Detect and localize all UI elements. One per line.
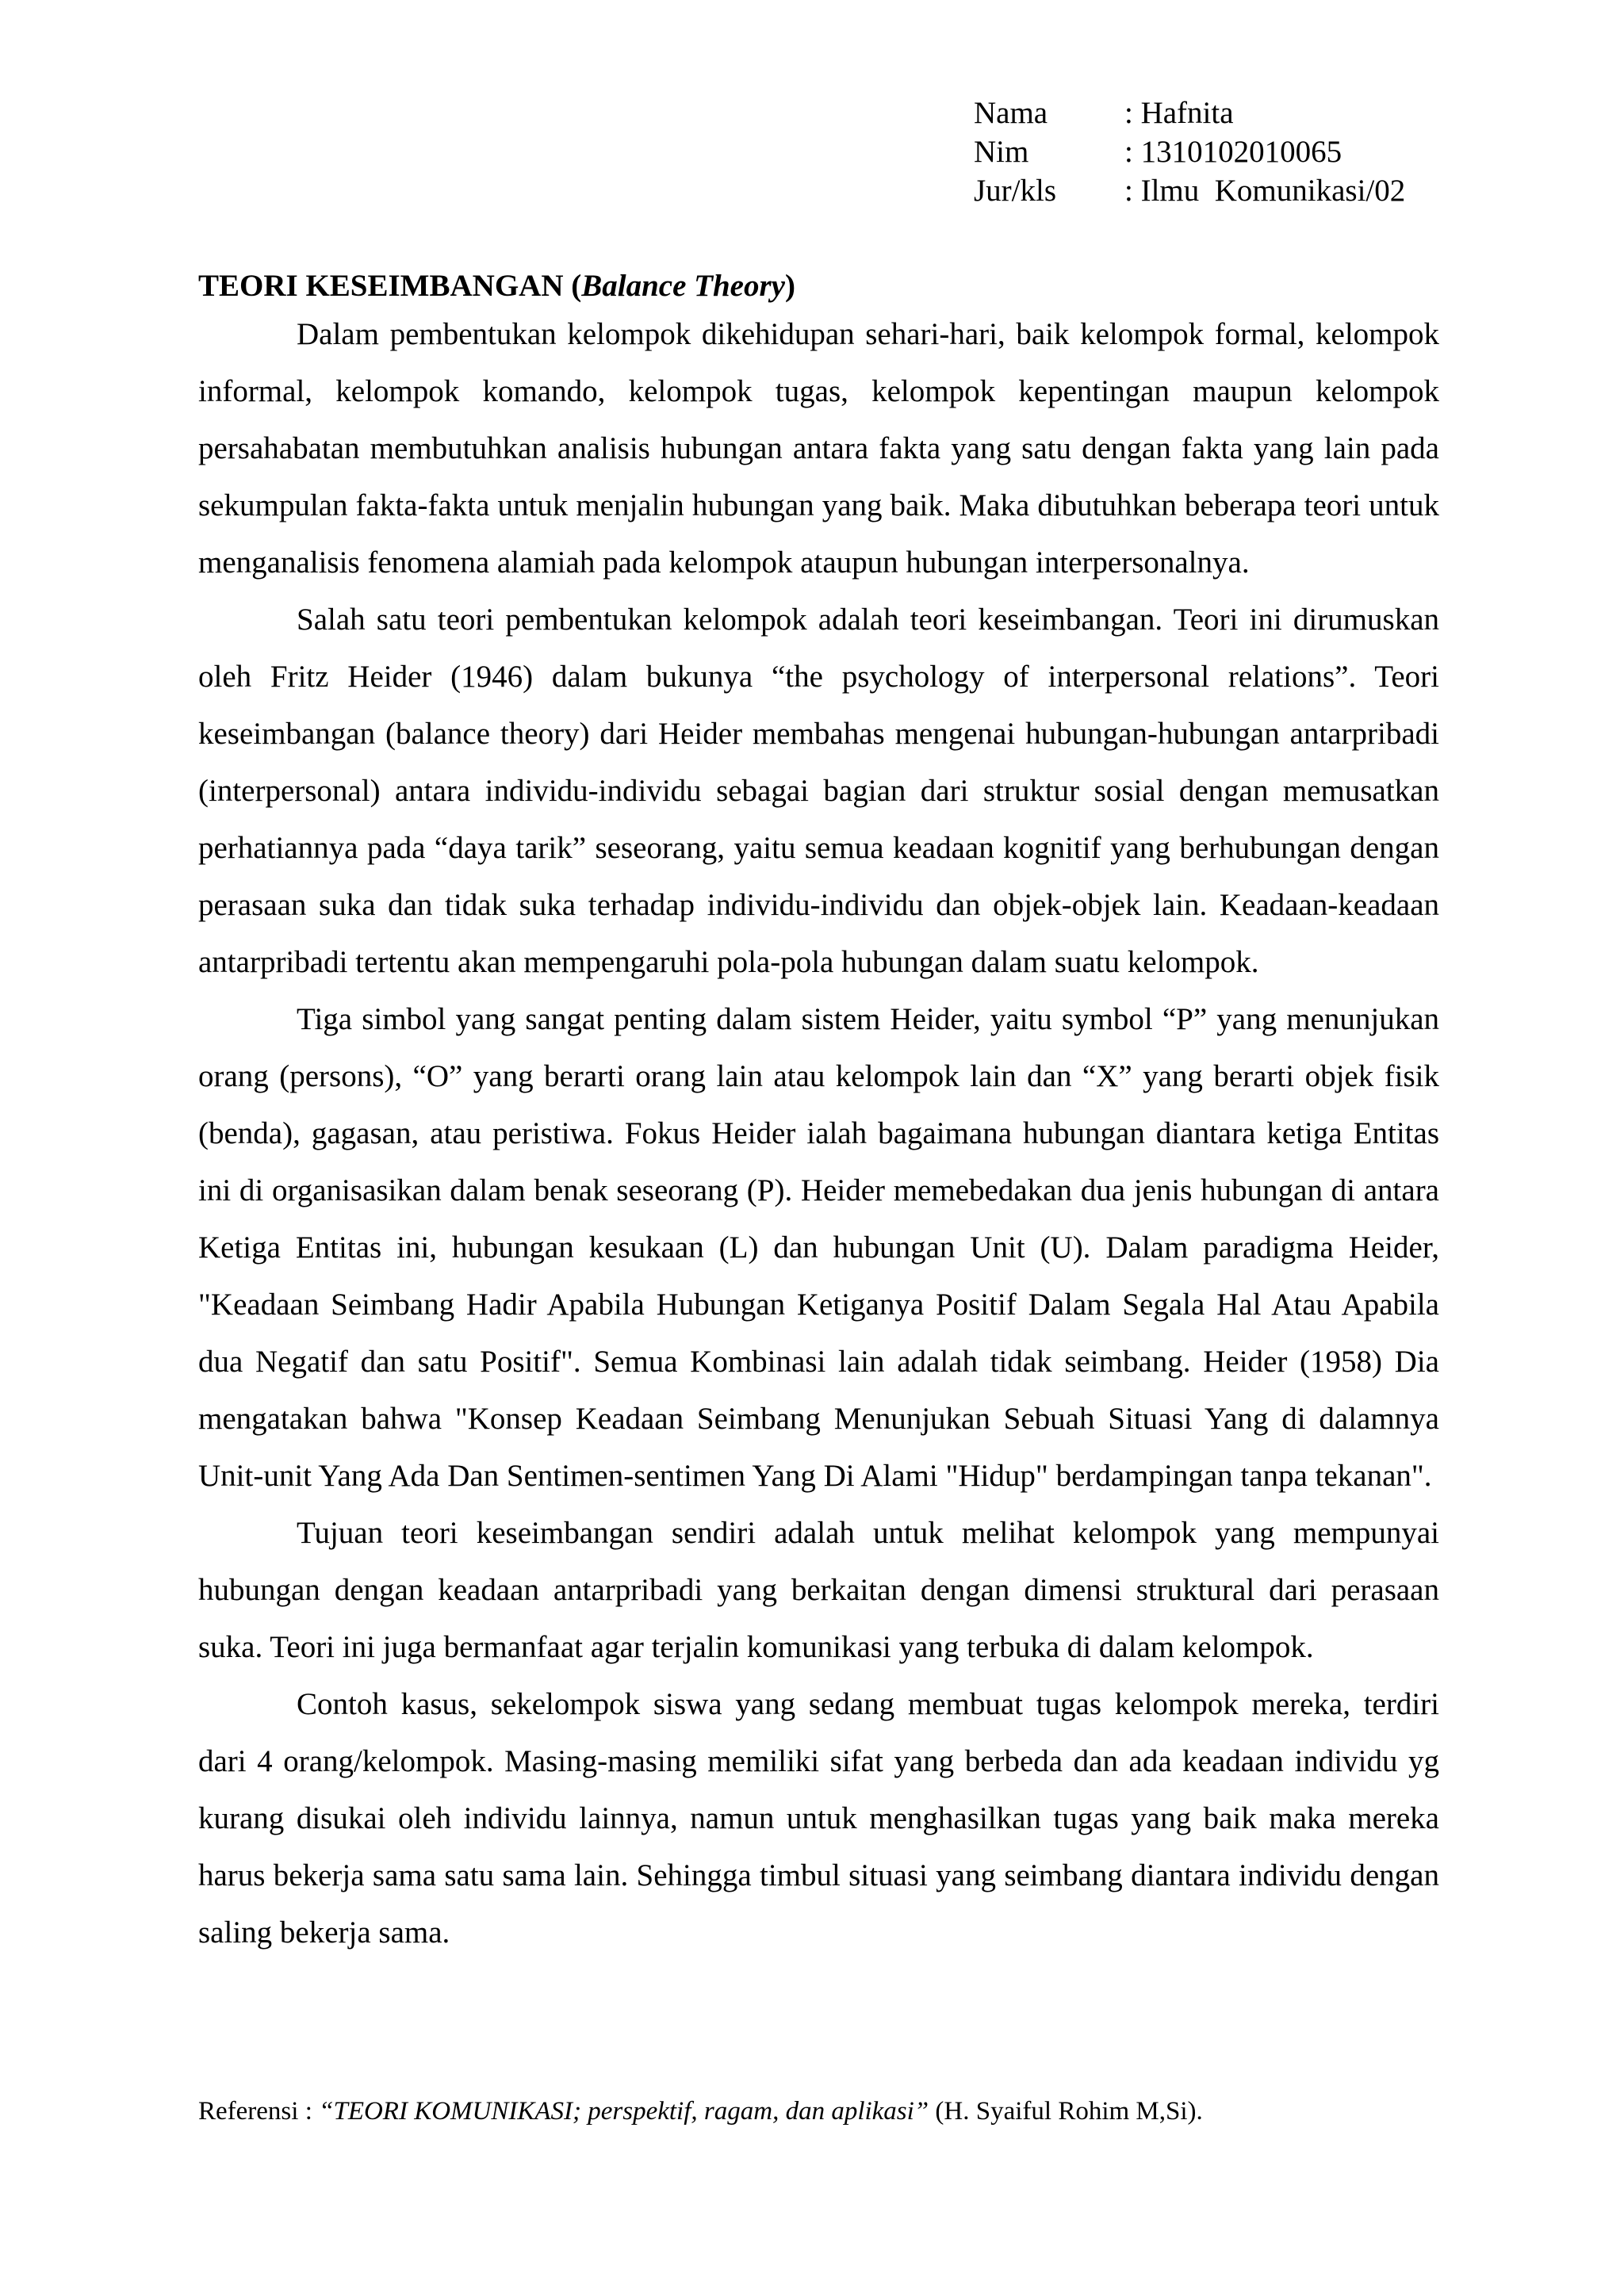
- reference-book-title: “TEORI KOMUNIKASI; perspektif, ragam, dan aplikasi”: [319, 2097, 929, 2126]
- identity-label: Jur/kls: [974, 174, 1057, 208]
- title-subtitle: Balance Theory: [581, 269, 785, 303]
- identity-label: Nama: [974, 96, 1048, 130]
- identity-value: : 1310102010065: [1124, 135, 1342, 169]
- title-paren-close: ): [784, 269, 795, 303]
- reference-prefix: Referensi :: [198, 2097, 320, 2126]
- reference-author: (H. Syaiful Rohim M,Si).: [929, 2097, 1203, 2126]
- document-body: [198, 266, 1439, 1961]
- identity-row-nama: [974, 94, 1405, 132]
- title-paren-open: (: [563, 269, 582, 303]
- identity-value: : Hafnita: [1124, 96, 1234, 130]
- identity-row-nim: [974, 132, 1405, 171]
- paragraph-three-symbols: Tiga simbol yang sangat penting dalam sistem Heider, yaitu symbol “P” yang menunjukan orang (persons), “O” yang berarti orang lain atau kelompok lain dan “X” yang berarti objek fisik (benda), gagasan, atau peristiwa. Fokus Heider ialah bagaimana hubungan diantara ketiga Entitas ini di organisasikan dalam benak seseorang (P). Heider memebedakan dua jenis hubungan di antara Ketiga Entitas ini, hubungan kesukaan (L) dan hubungan Unit (U). Dalam paradigma Heider, "Keadaan Seimbang Hadir Apabila Hubungan Ketiganya Positif Dalam Segala Hal Atau Apabila dua Negatif dan satu Positif". Semua Kombinasi lain adalah tidak seimbang. Heider (1958) Dia mengatakan bahwa "Konsep Keadaan Seimbang Menunjukan Sebuah Situasi Yang di dalamnya Unit-unit Yang Ada Dan Sentimen-sentimen Yang Di Alami "Hidup" berdampingan tanpa tekanan".: [198, 1002, 1439, 1493]
- reference-footnote: [198, 2095, 1439, 2128]
- identity-row-jurusan-kelas: [974, 171, 1405, 210]
- identity-value: : Ilmu Komunikasi/02: [1124, 174, 1406, 208]
- paragraph-purpose: Tujuan teori keseimbangan sendiri adalah untuk melihat kelompok yang mempunyai hubungan dengan keadaan antarpribadi yang berkaitan dengan dimensi struktural dari perasaan suka. Teori ini juga bermanfaat agar terjalin komunikasi yang terbuka di dalam kelompok.: [198, 1516, 1439, 1664]
- paragraph-intro: Dalam pembentukan kelompok dikehidupan sehari-hari, baik kelompok formal, kelompok informal, kelompok komando, kelompok tugas, kelompok kepentingan maupun kelompok persahabatan membutuhkan analisis hubungan antara fakta yang satu dengan fakta yang lain pada sekumpulan fakta-fakta untuk menjalin hubungan yang baik. Maka dibutuhkan beberapa teori untuk menganalisis fenomena alamiah pada kelompok ataupun hubungan interpersonalnya.: [198, 317, 1439, 580]
- paragraph-heider-theory: Salah satu teori pembentukan kelompok adalah teori keseimbangan. Teori ini dirumuskan oleh Fritz Heider (1946) dalam bukunya “the psychology of interpersonal relations”. Teori keseimbangan (balance theory) dari Heider membahas mengenai hubungan-hubungan antarpribadi (interpersonal) antara individu-individu sebagai bagian dari struktur sosial dengan memusatkan perhatiannya pada “daya tarik” seseorang, yaitu semua keadaan kognitif yang berhubungan dengan perasaan suka dan tidak suka terhadap individu-individu dan objek-objek lain. Keadaan-keadaan antarpribadi tertentu akan mempengaruhi pola-pola hubungan dalam suatu kelompok.: [198, 603, 1439, 979]
- student-identity-block: [974, 94, 1405, 210]
- paragraph-case-example: Contoh kasus, sekelompok siswa yang sedang membuat tugas kelompok mereka, terdiri dari 4 orang/kelompok. Masing-masing memiliki sifat yang berbeda dan ada keadaan individu yg kurang disukai oleh individu lainnya, namun untuk menghasilkan tugas yang baik maka mereka harus bekerja sama satu sama lain. Sehingga timbul situasi yang seimbang diantara individu dengan saling bekerja sama.: [198, 1687, 1439, 1950]
- document-title: [198, 266, 1439, 306]
- title-main: TEORI KESEIMBANGAN: [198, 269, 564, 303]
- identity-label: Nim: [974, 135, 1029, 169]
